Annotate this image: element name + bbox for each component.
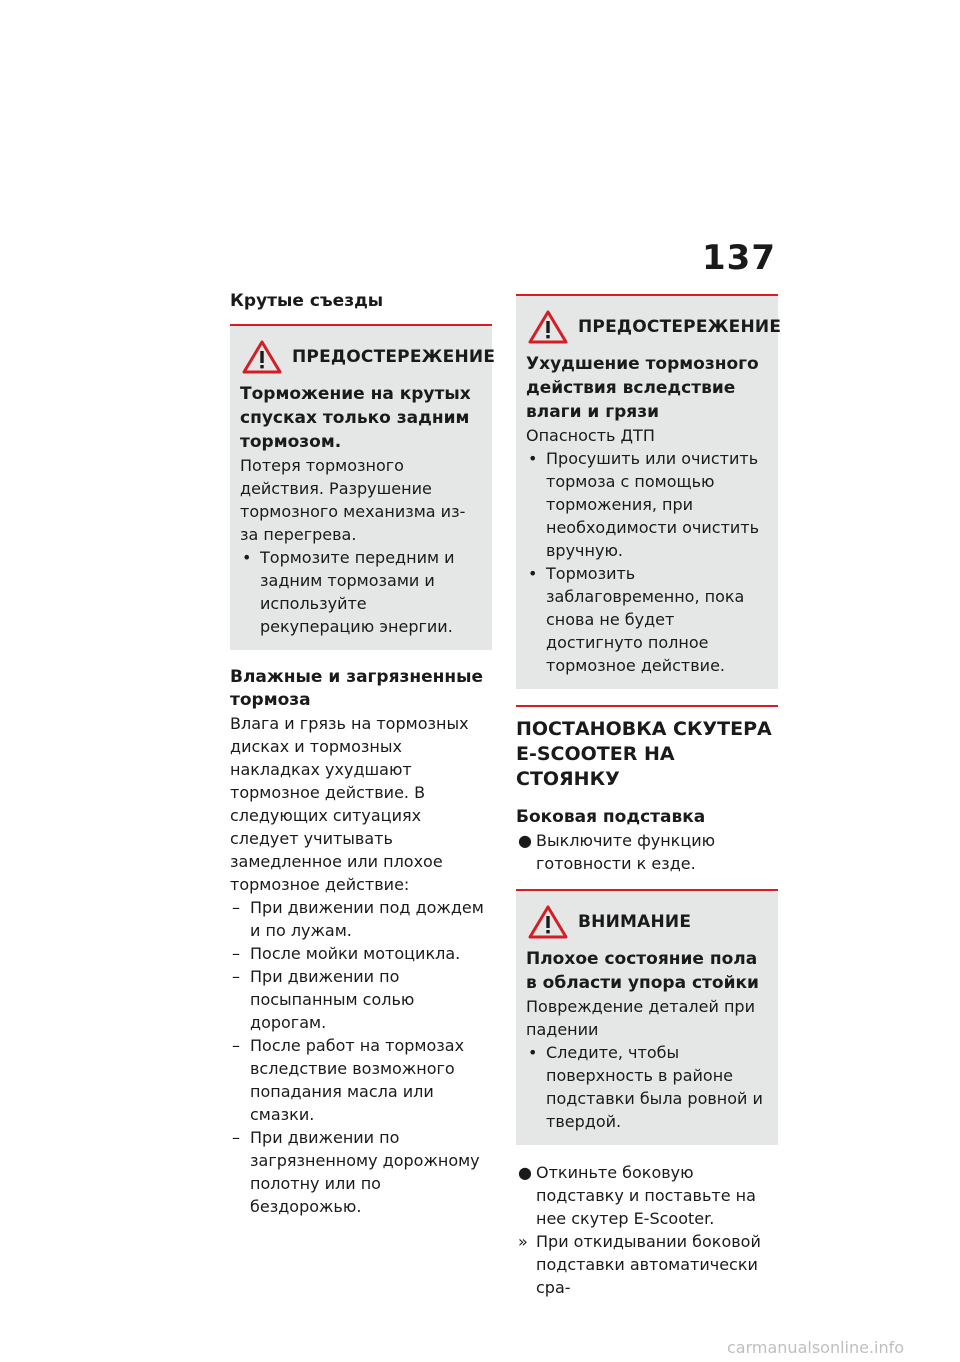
- dash-marker: –: [232, 1128, 240, 1147]
- list-item: – После работ на тормозах вследствие возможного попадания масла или смазки.: [232, 1036, 465, 1124]
- bullet-marker: •: [528, 1043, 538, 1062]
- warning-text: Потеря тормозного действия. Разрушение тормозного механизма из-за перегрева.: [240, 456, 466, 544]
- page-number: 137: [702, 238, 776, 278]
- section-title-parking: ПОСТАНОВКА СКУТЕРА E-SCOOTER НА СТОЯНКУ: [516, 705, 778, 792]
- caution-label: ВНИМАНИЕ: [578, 912, 692, 932]
- caution-subtitle: Плохое состояние пола в области упора стойки: [526, 949, 759, 993]
- footer-watermark: carmanualsonline.info: [727, 1338, 905, 1357]
- dash-marker: –: [232, 944, 240, 963]
- warning-box-wet-brakes: [516, 294, 782, 689]
- warning-bullets: [526, 447, 768, 677]
- result-marker: »: [518, 1232, 528, 1251]
- bullet-marker: •: [242, 548, 252, 567]
- warning-triangle-icon: [528, 310, 568, 344]
- steps-list-1: [516, 829, 778, 875]
- sub-heading-side-stand: Боковая подставка: [516, 807, 706, 827]
- dash-marker: –: [232, 898, 240, 917]
- step-marker: ●: [518, 1163, 532, 1182]
- list-item: » При откидывании боковой подставки автоматически сра-: [518, 1232, 761, 1297]
- list-item: • Тормозите передним и задним тормозами и используйте рекуперацию энергии.: [242, 548, 455, 636]
- warning-subtitle: Ухудшение тормозного действия вследствие влаги и грязи: [526, 354, 759, 422]
- warning-text: Опасность ДТП: [526, 426, 655, 445]
- steps-list-2: [516, 1161, 778, 1299]
- list-item: • Следите, чтобы поверхность в районе подставки была ровной и твердой.: [528, 1043, 763, 1131]
- sub-heading-wet-brakes: Влажные и загрязненные тормоза: [230, 667, 484, 710]
- caution-bullets: [526, 1041, 768, 1133]
- bullet-marker: •: [528, 449, 538, 468]
- dash-marker: –: [232, 1036, 240, 1055]
- list-item: – После мойки мотоцикла.: [232, 944, 461, 963]
- list-item: – При движении по посыпанным солью дорогам.: [232, 967, 415, 1032]
- warning-bullets: [240, 546, 482, 638]
- paragraph-wet-brakes: Влага и грязь на тормозных дисках и тормозных накладках ухудшают тормозное действие. В следующих ситуациях следует учитывать замедленное или плохое тормозное действие:: [230, 714, 469, 894]
- warning-label: ПРЕДОСТЕРЕЖЕНИЕ: [292, 347, 496, 367]
- warning-triangle-icon: [242, 340, 282, 374]
- right-column: [516, 294, 782, 1299]
- warning-box-rear-brake: [230, 324, 496, 650]
- list-item: ● Откиньте боковую подставку и поставьте на нее скутер E-Scooter.: [518, 1163, 756, 1228]
- warning-label: ПРЕДОСТЕРЕЖЕНИЕ: [578, 317, 782, 337]
- list-item: ● Выключите функцию готовности к езде.: [518, 831, 716, 873]
- list-item: • Тормозить заблаговременно, пока снова не будет достигнуто полное тормозное действие.: [528, 564, 745, 675]
- left-column: [230, 290, 496, 1218]
- caution-text: Повреждение деталей при падении: [526, 997, 755, 1039]
- bullet-marker: •: [528, 564, 538, 583]
- warning-subtitle: Торможение на крутых спусках только задним тормозом.: [240, 384, 471, 452]
- list-item: – При движении по загрязненному дорожному полотну или по бездорожью.: [232, 1128, 480, 1216]
- list-item: – При движении под дождем и по лужам.: [232, 898, 484, 940]
- caution-box: [516, 889, 778, 1145]
- dash-marker: –: [232, 967, 240, 986]
- section-heading-steep-descents: Крутые съезды: [230, 291, 384, 311]
- step-marker: ●: [518, 831, 532, 850]
- list-item: • Просушить или очистить тормоза с помощью торможения, при необходимости очистить вручную.: [528, 449, 760, 560]
- caution-triangle-icon: [528, 905, 568, 939]
- situations-list: [230, 896, 492, 1218]
